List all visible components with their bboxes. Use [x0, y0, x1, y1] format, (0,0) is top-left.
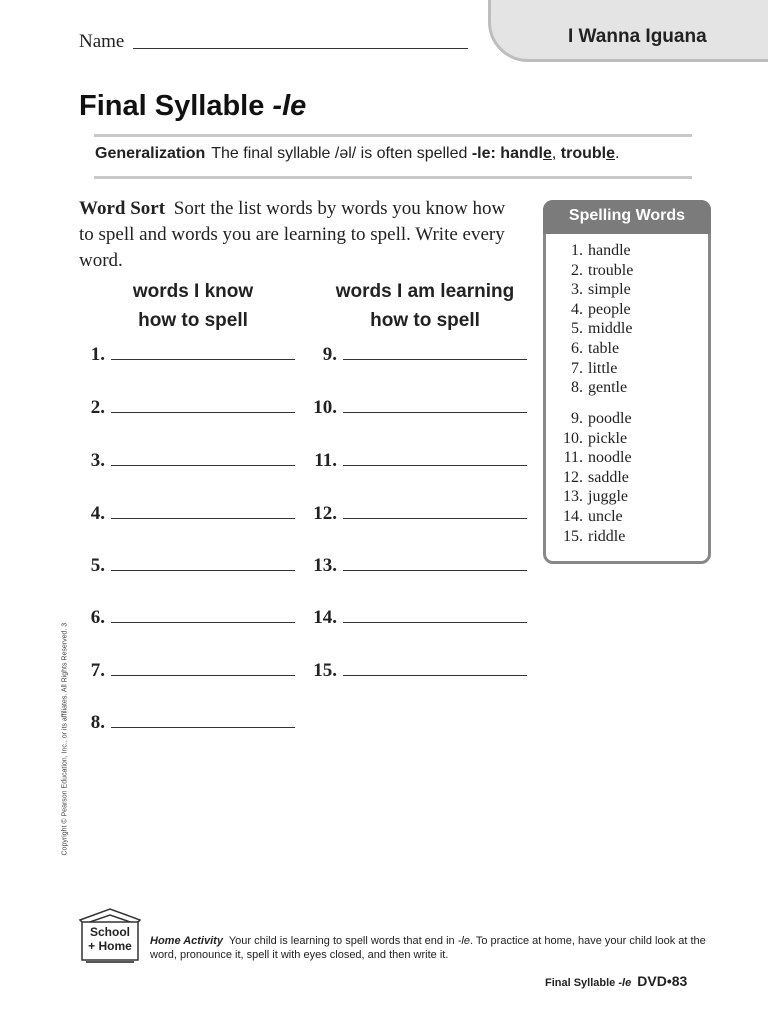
unit-title: I Wanna Iguana: [568, 26, 707, 47]
list-item: 10. pickle: [563, 429, 628, 447]
list-item: 11. noodle: [563, 449, 632, 467]
answer-line-2[interactable]: 2.: [72, 396, 295, 419]
list-item: 2. trouble: [571, 261, 634, 279]
divider-bottom: [94, 176, 692, 179]
list-item: 7. little: [571, 359, 618, 377]
answer-line-7[interactable]: 7.: [72, 659, 295, 682]
home-activity: Home Activity Your child is learning to spell words that end in -le. To practice at home, have your child look at the word, pronounce it, spell it with eyes closed, and then write it.: [150, 935, 706, 961]
list-item: 12. saddle: [563, 468, 629, 486]
list-item: 13. juggle: [563, 488, 628, 506]
name-field-line[interactable]: [133, 48, 468, 49]
name-label: Name: [79, 31, 125, 52]
page-title: [79, 90, 306, 123]
generalization-label: Generalization: [95, 145, 206, 162]
word-sort-label: Word Sort: [79, 198, 166, 219]
title-main: Final Syllable: [79, 90, 273, 122]
example-handle: handle: [500, 145, 552, 162]
generalization-text: The final syllable /əl/ is often spelled: [211, 145, 472, 162]
example-trouble: trouble: [560, 145, 616, 162]
list-item: 4. people: [571, 300, 631, 318]
list-item: 1. handle: [571, 242, 631, 259]
title-suffix: -le: [272, 90, 307, 122]
generalization-spelling: -le:: [471, 145, 496, 162]
answer-line-15[interactable]: 15.: [300, 659, 527, 682]
answer-line-8[interactable]: 8.: [72, 711, 295, 734]
svg-text:School: School: [89, 925, 131, 939]
spelling-list-group-1: [553, 241, 633, 398]
list-item: 6. table: [571, 339, 620, 357]
page-footer: Final Syllable -le DVD•83: [545, 973, 688, 989]
column-header-know: words I know how to spell: [132, 281, 254, 331]
column-header-learning: words I am learning how to spell: [335, 281, 515, 331]
answer-line-5[interactable]: 5.: [72, 554, 295, 577]
spelling-list-group-2: [553, 409, 632, 546]
word-sort-text: Sort the list words by words you know how to spell and words you are learning to spell. Write every word.: [79, 198, 506, 271]
answer-line-3[interactable]: 3.: [72, 449, 295, 472]
answer-line-9[interactable]: 9.: [300, 343, 527, 366]
answer-line-6[interactable]: 6.: [72, 606, 295, 629]
list-item: 9. poodle: [571, 410, 632, 427]
svg-text:+ Home: + Home: [88, 939, 132, 953]
answer-line-4[interactable]: 4.: [72, 502, 295, 525]
answer-line-11[interactable]: 11.: [300, 449, 527, 472]
list-item: 3. simple: [571, 281, 631, 299]
list-item: 5. middle: [571, 320, 633, 338]
answer-line-12[interactable]: 12.: [300, 502, 527, 525]
word-sort-instructions: [79, 196, 519, 274]
list-item: 15. riddle: [563, 527, 626, 545]
home-activity-label: Home Activity: [150, 935, 223, 947]
page-number: DVD•83: [637, 973, 688, 989]
copyright-notice: Copyright © Pearson Education, Inc., or its affiliates. All Rights Reserved. 3: [61, 622, 69, 856]
list-item: 8. gentle: [571, 379, 628, 397]
list-item: 14. uncle: [563, 507, 623, 525]
answer-line-1[interactable]: 1.: [72, 343, 295, 366]
answer-line-10[interactable]: 10.: [300, 396, 527, 419]
answer-line-13[interactable]: 13.: [300, 554, 527, 577]
answer-line-14[interactable]: 14.: [300, 606, 527, 629]
school-home-logo: [76, 906, 144, 966]
divider-top: [94, 134, 692, 137]
spelling-words-title: Spelling Words: [568, 207, 686, 224]
school-home-icon: [76, 906, 144, 966]
generalization: Generalization The final syllable /əl/ is often spelled -le: handle, trouble.: [95, 145, 620, 162]
